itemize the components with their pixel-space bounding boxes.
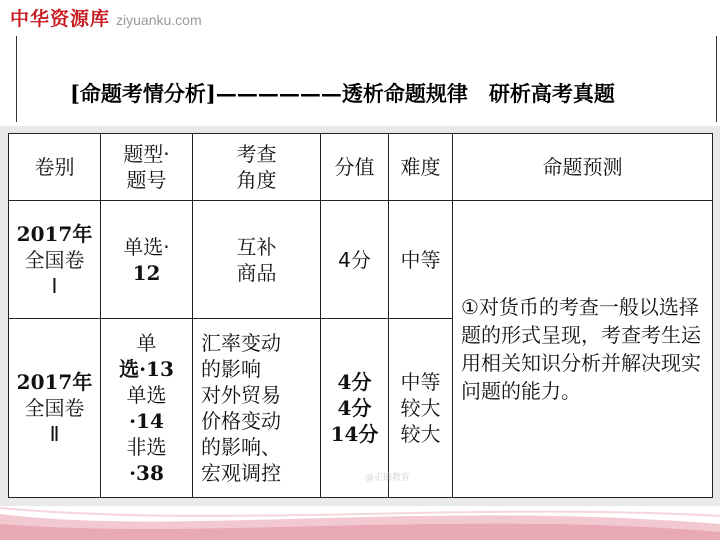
table-row-2017-paper-1 [9, 201, 713, 319]
row1-paper: 全国卷 [24, 247, 85, 272]
row1-type-b: 12 [132, 260, 161, 285]
header-fenzhi: 分值 [321, 134, 389, 201]
row2-type-line: 选·13 [119, 357, 174, 381]
row2-type-line: 单 [136, 331, 157, 355]
header-yuce: 命题预测 [453, 134, 713, 201]
row1-score: 4分 [321, 201, 389, 319]
row1-angle-1: 互补 [236, 234, 277, 259]
row2-score-line: 4分 [337, 396, 372, 420]
row2-angle-line: 的影响 [201, 357, 261, 381]
row2-angle-line: 的影响、 [201, 435, 281, 459]
row2-angle-line: 价格变动 [201, 409, 281, 433]
prediction-cell: ①对货币的考查一般以选择题的形式呈现，考查考生运用相关知识分析并解决现实问题的能力。 [453, 201, 713, 498]
row2-angle-line: 宏观调控 [201, 461, 281, 485]
row2-difficulty-line: 中等 [400, 370, 441, 394]
header-juanbie: 卷别 [9, 134, 101, 201]
row2-type-line: ·14 [129, 409, 164, 433]
row2-paper: 全国卷 [24, 396, 85, 420]
row2-difficulty-line: 较大 [400, 396, 441, 420]
slide-title: [命题考情分析]——————透析命题规律 研析高考真题 [70, 81, 615, 106]
row2-difficulty-line: 较大 [400, 422, 441, 446]
row2-angle-line: 对外贸易 [201, 383, 281, 407]
row1-roman: Ⅰ [51, 273, 58, 298]
header-nandu: 难度 [389, 134, 453, 201]
row2-year: 2017年 [16, 370, 93, 394]
row1-angle-2: 商品 [236, 260, 277, 285]
watermark: @正确教育 [365, 473, 411, 483]
row1-juanbie [9, 201, 101, 319]
row2-angle-line: 汇率变动 [201, 331, 281, 355]
top-bar [0, 0, 720, 36]
row1-type-a: 单选· [123, 234, 170, 259]
header-jiaodu-line1: 考查 [236, 142, 277, 166]
logo-text: 中华资源库 [10, 8, 111, 30]
row2-type-line: 单选 [126, 383, 167, 407]
footer-wave-graphic [0, 506, 720, 540]
footer-wave [0, 506, 720, 540]
header-tixing-line1: 题型· [123, 142, 170, 166]
row1-year: 2017年 [16, 221, 93, 246]
row2-score-line: 4分 [337, 370, 372, 394]
row1-difficulty: 中等 [389, 201, 453, 319]
table-header-row [9, 134, 713, 201]
logo-url: ziyuanku.com [116, 12, 202, 28]
row1-type [101, 201, 193, 319]
header-tixing-line2: 题号 [126, 168, 167, 192]
row2-angle [193, 319, 321, 498]
row2-juanbie [9, 319, 101, 498]
header-tixing [101, 134, 193, 201]
row2-type [101, 319, 193, 498]
row2-type-line: 非选 [126, 435, 167, 459]
left-border-line [16, 36, 17, 122]
row1-angle [193, 201, 321, 319]
exam-analysis-table [8, 133, 713, 498]
site-logo[interactable] [10, 4, 202, 30]
header-jiaodu-line2: 角度 [236, 168, 277, 192]
header-jiaodu [193, 134, 321, 201]
row2-roman: Ⅱ [49, 422, 60, 446]
right-border-line [716, 36, 717, 122]
row2-type-line: ·38 [129, 461, 164, 485]
row2-score-line: 14分 [330, 422, 379, 446]
